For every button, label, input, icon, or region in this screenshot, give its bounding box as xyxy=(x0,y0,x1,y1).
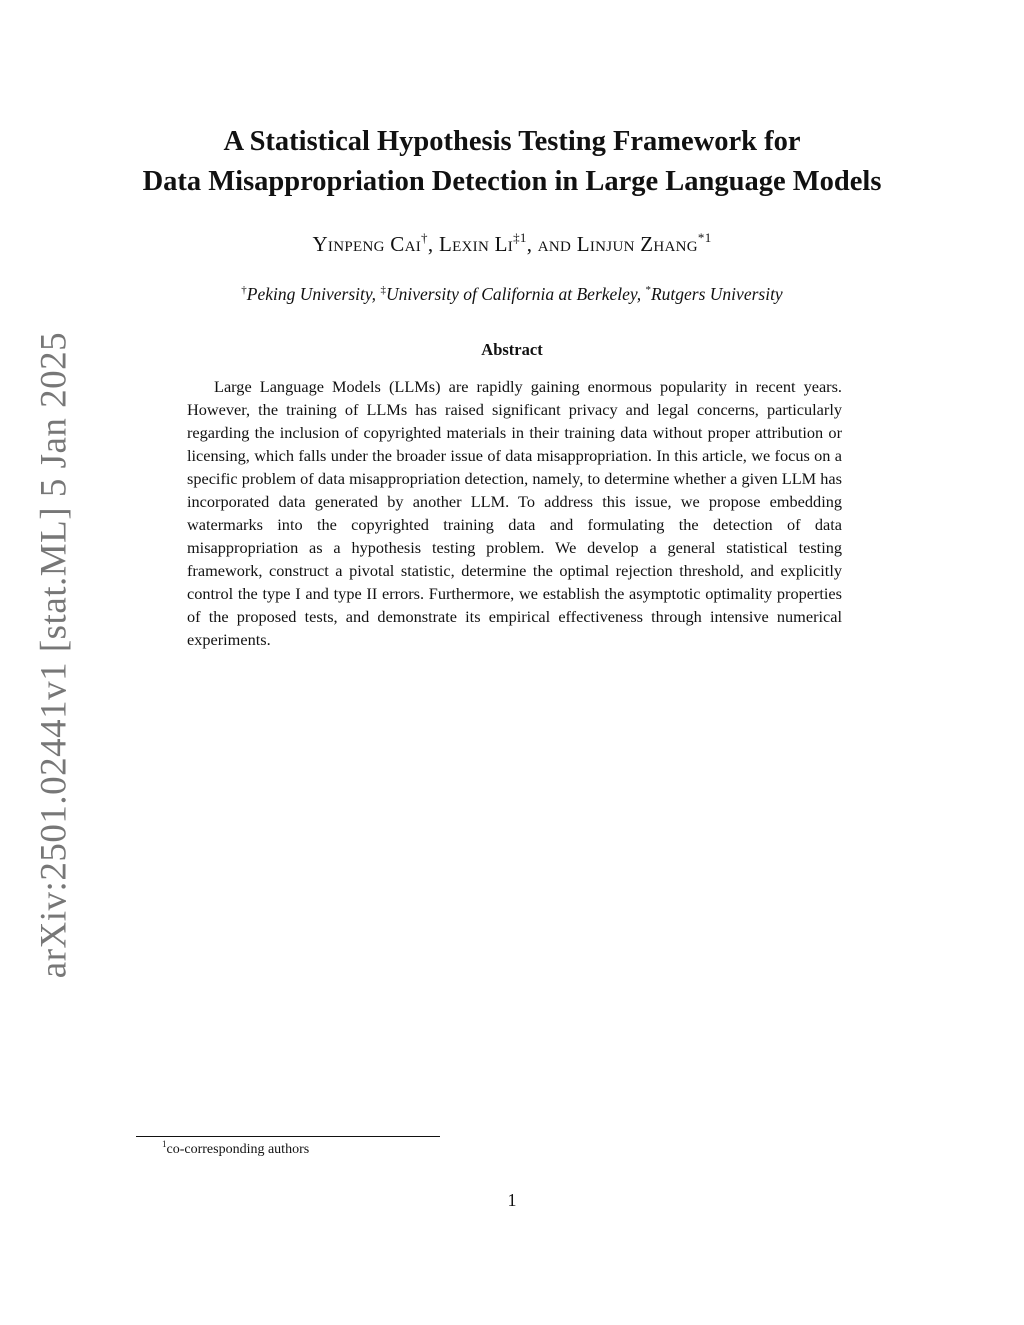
affiliation-name: University of California at Berkeley, xyxy=(385,284,642,304)
author-mark: ‡1 xyxy=(513,230,527,245)
title-line-2: Data Misappropriation Detection in Large Language Models xyxy=(142,166,882,197)
affiliation-mark: * xyxy=(645,284,651,296)
abstract-heading: Abstract xyxy=(481,340,543,359)
author-separator: , xyxy=(427,232,439,256)
footnote-divider xyxy=(136,1136,440,1137)
affiliation-name: Peking University, xyxy=(246,284,377,304)
affiliation-mark: † xyxy=(241,284,247,296)
paper-title xyxy=(0,122,1024,202)
author-conjunction: and xyxy=(537,232,577,256)
author-separator: , xyxy=(526,232,538,256)
affiliation-name: Rutgers University xyxy=(650,284,783,304)
footnote-text: co-corresponding authors xyxy=(166,1142,310,1157)
affiliation-mark: ‡ xyxy=(380,284,386,296)
author-mark: *1 xyxy=(697,230,712,245)
footnote-mark: 1 xyxy=(162,1139,167,1149)
author-mark: † xyxy=(421,230,428,245)
abstract-text: Large Language Models (LLMs) are rapidly gaining enormous popularity in recent years. However, the training of LLMs has raised significant privacy and legal concerns, particularly regarding the inclusion of copyrighted materials in their training data without proper attribution or licensing, which falls under the broader issue of data misappropriation. In this article, we focus on a specific problem of data misappropriation detection, namely, to determine whether a given LLM has incorporated data generated by another LLM. To address this issue, we propose embedding watermarks into the copyrighted training data and formulating the detection of data misappropriation as a hypothesis testing problem. We develop a general statistical testing framework, construct a pivotal statistic, determine the optimal rejection threshold, and explicitly control the type I and type II errors. Furthermore, we establish the asymptotic optimality properties of the proposed tests, and demonstrate its empirical effectiveness through intensive numerical experiments. xyxy=(187,377,842,649)
author-list xyxy=(0,232,1024,257)
affiliation-list xyxy=(0,284,1024,305)
arxiv-identifier: arXiv:2501.02441v1 [stat.ML] 5 Jan 2025 xyxy=(33,331,75,979)
author-name: Linjun Zhang xyxy=(576,232,698,256)
author-name: Lexin Li xyxy=(438,232,514,256)
footnote xyxy=(162,1139,310,1158)
author-name: Yinpeng Cai xyxy=(312,232,422,256)
page-number: 1 xyxy=(507,1190,517,1210)
title-line-1: A Statistical Hypothesis Testing Framework for xyxy=(223,126,801,157)
